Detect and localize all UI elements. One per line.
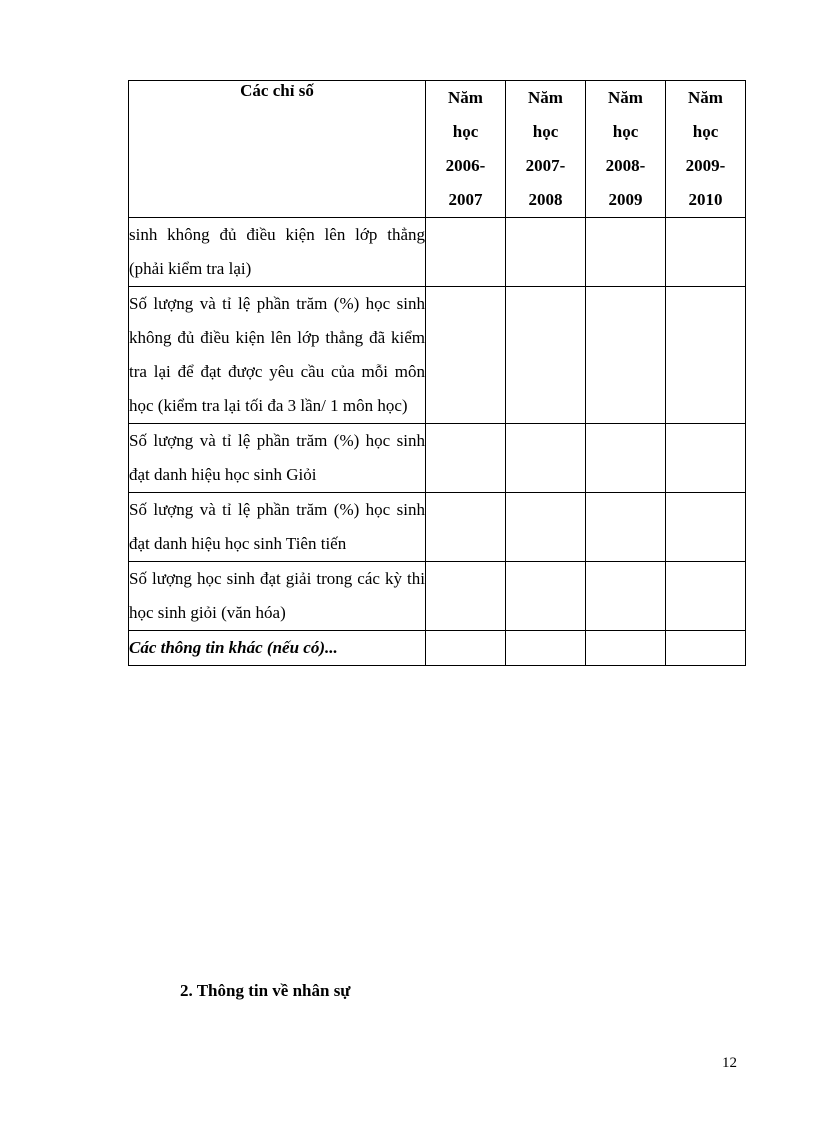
year-column-header	[426, 81, 506, 218]
year-header-line: học	[612, 122, 639, 141]
table-row	[129, 218, 746, 287]
data-cell	[666, 493, 746, 562]
data-cell	[506, 493, 586, 562]
indicator-label: Số lượng và tỉ lệ phần trăm (%) học sinh đạt danh hiệu học sinh Tiên tiến	[129, 493, 426, 562]
year-header-line: học	[452, 122, 479, 141]
data-cell	[666, 424, 746, 493]
data-cell	[506, 562, 586, 631]
data-cell	[426, 562, 506, 631]
indicator-label: Số lượng và tỉ lệ phần trăm (%) học sinh không đủ điều kiện lên lớp thẳng đã kiểm tra lại để đạt được yêu cầu của mỗi môn học (kiểm tra lại tối đa 3 lần/ 1 môn học)	[129, 287, 426, 424]
table-row	[129, 287, 746, 424]
data-cell	[666, 287, 746, 424]
data-cell	[586, 631, 666, 666]
data-cell	[506, 631, 586, 666]
indicator-label: sinh không đủ điều kiện lên lớp thẳng (phải kiểm tra lại)	[129, 218, 426, 287]
data-cell	[426, 218, 506, 287]
table-row	[129, 631, 746, 666]
data-cell	[586, 287, 666, 424]
data-cell	[506, 218, 586, 287]
year-header-line: 2008-	[605, 156, 646, 175]
year-header-line: 2008	[528, 190, 563, 209]
year-header-line: 2007-	[525, 156, 566, 175]
year-column-header	[586, 81, 666, 218]
data-cell	[506, 424, 586, 493]
data-cell	[426, 424, 506, 493]
indicator-column-header: Các chỉ số	[129, 81, 426, 218]
page-number: 12	[722, 1055, 737, 1071]
data-cell	[586, 218, 666, 287]
data-cell	[666, 218, 746, 287]
year-header-line: Năm	[448, 88, 483, 107]
year-header-line: học	[532, 122, 559, 141]
data-cell	[586, 424, 666, 493]
year-header-line: Năm	[688, 88, 723, 107]
data-cell	[666, 562, 746, 631]
year-column-header	[506, 81, 586, 218]
data-cell	[426, 493, 506, 562]
data-cell	[666, 631, 746, 666]
year-column-header	[666, 81, 746, 218]
table-row	[129, 562, 746, 631]
year-header-line: 2007	[448, 190, 483, 209]
data-cell	[426, 287, 506, 424]
year-header-line: 2006-	[445, 156, 486, 175]
indicators-table	[128, 80, 746, 666]
data-cell	[586, 493, 666, 562]
data-cell	[426, 631, 506, 666]
year-header-line: Năm	[528, 88, 563, 107]
year-header-line: 2010	[688, 190, 723, 209]
data-cell	[586, 562, 666, 631]
year-header-line: 2009-	[685, 156, 726, 175]
year-header-line: 2009	[608, 190, 643, 209]
year-header-line: Năm	[608, 88, 643, 107]
indicator-label-other: Các thông tin khác (nếu có)...	[129, 631, 426, 666]
table-row	[129, 424, 746, 493]
data-cell	[506, 287, 586, 424]
table-row	[129, 493, 746, 562]
table-header-row	[129, 81, 746, 218]
section-heading: 2. Thông tin về nhân sự	[180, 981, 351, 1000]
indicator-label: Số lượng và tỉ lệ phần trăm (%) học sinh đạt danh hiệu học sinh Giỏi	[129, 424, 426, 493]
indicator-label: Số lượng học sinh đạt giải trong các kỳ thi học sinh giỏi (văn hóa)	[129, 562, 426, 631]
year-header-line: học	[692, 122, 719, 141]
